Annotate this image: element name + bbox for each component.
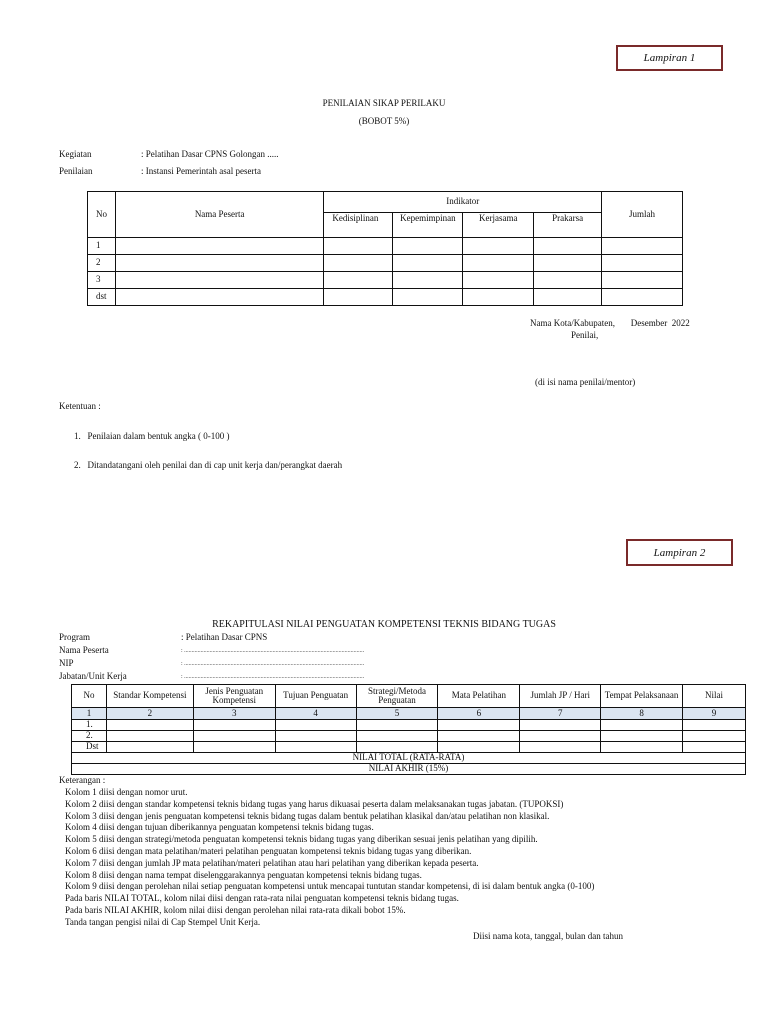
kegiatan-label: Kegiatan — [59, 149, 92, 159]
ketentuan-list — [74, 412, 342, 480]
th-tujuan-penguatan: Tujuan Penguatan — [275, 685, 356, 708]
keterangan-item: Kolom 8 diisi dengan nama tempat diselenggarakannya penguatan kompetensi teknis bidang tugas. — [65, 869, 422, 880]
jabatan-label: Jabatan/Unit Kerja — [59, 671, 127, 681]
keterangan-item: Kolom 5 diisi dengan strategi/metoda penguatan kompetensi teknis bidang tugas yang diberikan sesuai jenis pelatihan yang dipilih. — [65, 834, 538, 845]
nip-label: NIP — [59, 658, 74, 668]
keterangan-item: Kolom 6 diisi dengan mata pelatihan/materi pelatihan penguatan kompetensi teknis bidang tugas yang diberikan. — [65, 845, 472, 856]
nama-peserta-label: Nama Peserta — [59, 645, 109, 655]
th-nama-peserta: Nama Peserta — [115, 192, 323, 238]
th-kedisiplinan: Kedisiplinan — [324, 213, 393, 238]
th-jenis-penguatan: Jenis Penguatan Kompetensi — [193, 685, 275, 708]
nilai-akhir-row — [72, 764, 746, 775]
lampiran-2-text: Lampiran 2 — [653, 546, 706, 559]
row-number: 2. — [72, 731, 107, 742]
table-row — [88, 238, 683, 255]
keterangan-list — [65, 787, 745, 929]
ketentuan-item: 2. Ditandatangani oleh penilai dan di cap unit kerja dan/perangkat daerah — [74, 460, 343, 470]
penilaian-label: Penilaian — [59, 166, 93, 176]
row-number: 1 — [88, 238, 116, 255]
kegiatan-value: : Pelatihan Dasar CPNS Golongan ..... — [141, 149, 279, 159]
table-row — [72, 742, 746, 753]
th-mata-pelatihan: Mata Pelatihan — [438, 685, 520, 708]
section1-title: PENILAIAN SIKAP PERILAKU — [322, 98, 446, 108]
table-row — [72, 731, 746, 742]
penilaian-value: : Instansi Pemerintah asal peserta — [141, 166, 261, 176]
keterangan-item: Pada baris NILAI TOTAL, kolom nilai diisi dengan rata-rata nilai penguatan kompetensi teknis bidang tugas. — [65, 893, 459, 904]
header-row — [72, 685, 746, 708]
th-tempat-pelaksanaan: Tempat Pelaksanaan — [601, 685, 683, 708]
section2-title: REKAPITULASI NILAI PENGUATAN KOMPETENSI TEKNIS BIDANG TUGAS — [212, 619, 556, 630]
col-number: 4 — [275, 708, 356, 720]
th-no: No — [72, 685, 107, 708]
th-jumlah-jp: Jumlah JP / Hari — [520, 685, 601, 708]
table-row — [88, 272, 683, 289]
column-number-row — [72, 708, 746, 720]
jabatan-value: : ........................................................................................................................ — [181, 674, 365, 680]
signer-note: (di isi nama penilai/mentor) — [535, 377, 636, 387]
keterangan-item: Kolom 9 diisi dengan perolehan nilai setiap penguatan kompetensi untuk mencapai tuntutan standar kompetensi, di isi dalam bentuk angka (0-100) — [65, 881, 595, 892]
lampiran-1-label — [616, 45, 723, 71]
ketentuan-title: Ketentuan : — [59, 401, 101, 411]
col-number: 9 — [683, 708, 746, 720]
col-number: 3 — [193, 708, 275, 720]
keterangan-item: Kolom 4 diisi dengan tujuan diberikannya penguatan kompetensi teknis bidang tugas. — [65, 822, 374, 833]
row-number: dst — [88, 289, 116, 306]
col-number: 6 — [438, 708, 520, 720]
keterangan-item: Kolom 7 diisi dengan jumlah JP mata pelatihan/materi pelatihan atau hari pelatihan yang diberikan kepada peserta. — [65, 857, 479, 868]
keterangan-item: Pada baris NILAI AKHIR, kolom nilai diisi dengan perolehan nilai rata-rata dikali bobot 15%. — [65, 904, 406, 915]
col-number: 7 — [520, 708, 601, 720]
th-kepemimpinan: Kepemimpinan — [393, 213, 463, 238]
program-label: Program — [59, 632, 90, 642]
th-indikator: Indikator — [324, 192, 602, 213]
ketentuan-item: 1. Penilaian dalam bentuk angka ( 0-100 ) — [74, 431, 230, 441]
penilai-label: Penilai, — [571, 330, 599, 340]
th-kerjasama: Kerjasama — [463, 213, 534, 238]
footer-note: Diisi nama kota, tanggal, bulan dan tahun — [473, 931, 623, 941]
col-number: 8 — [601, 708, 683, 720]
keterangan-item: Kolom 2 diisi dengan standar kompetensi teknis bidang tugas yang harus dikuasai peserta dalam melaksanakan tugas jabatan. (TUPOKSI) — [65, 798, 564, 809]
field-values — [181, 632, 501, 684]
th-nilai: Nilai — [683, 685, 746, 708]
nilai-total-row — [72, 753, 746, 764]
field-labels — [59, 632, 127, 684]
keterangan-item: Kolom 1 diisi dengan nomor urut. — [65, 787, 188, 797]
row-number: 2 — [88, 255, 116, 272]
row-number: Dst — [72, 742, 107, 753]
table-row — [72, 720, 746, 731]
keterangan-item: Kolom 3 diisi dengan jenis penguatan kompetensi teknis bidang tugas dalam bentuk pelatihan klasikal dan/atau pelatihan non klasikal. — [65, 810, 550, 821]
th-no: No — [88, 192, 116, 238]
nilai-akhir-label: NILAI AKHIR (15%) — [72, 764, 746, 775]
col-number: 2 — [106, 708, 193, 720]
col-number: 1 — [72, 708, 107, 720]
row-number: 1. — [72, 720, 107, 731]
rekapitulasi-table — [71, 684, 746, 775]
table-row — [88, 289, 683, 306]
th-jumlah: Jumlah — [602, 192, 683, 238]
th-standar-kompetensi: Standar Kompetensi — [106, 685, 193, 708]
nilai-total-label: NILAI TOTAL (RATA-RATA) — [72, 753, 746, 764]
keterangan-item: Tanda tangan pengisi nilai di Cap Stempel Unit Kerja. — [65, 916, 261, 927]
col-number: 5 — [356, 708, 438, 720]
lampiran-2-label — [626, 539, 733, 566]
program-value: : Pelatihan Dasar CPNS — [181, 632, 268, 642]
lampiran-1-text: Lampiran 1 — [643, 52, 696, 64]
keterangan-title: Keterangan : — [59, 775, 106, 785]
th-prakarsa: Prakarsa — [534, 213, 602, 238]
sikap-perilaku-table — [87, 191, 683, 306]
nip-value: : ........................................................................................................................ — [181, 661, 365, 667]
place-date: Nama Kota/Kabupaten, Desember 2022 — [530, 318, 690, 328]
row-number: 3 — [88, 272, 116, 289]
section1-subtitle: (BOBOT 5%) — [358, 116, 410, 126]
table-row — [88, 255, 683, 272]
th-strategi-metoda: Strategi/Metoda Penguatan — [356, 685, 438, 708]
nama-peserta-value: : ........................................................................................................................ — [181, 648, 365, 654]
